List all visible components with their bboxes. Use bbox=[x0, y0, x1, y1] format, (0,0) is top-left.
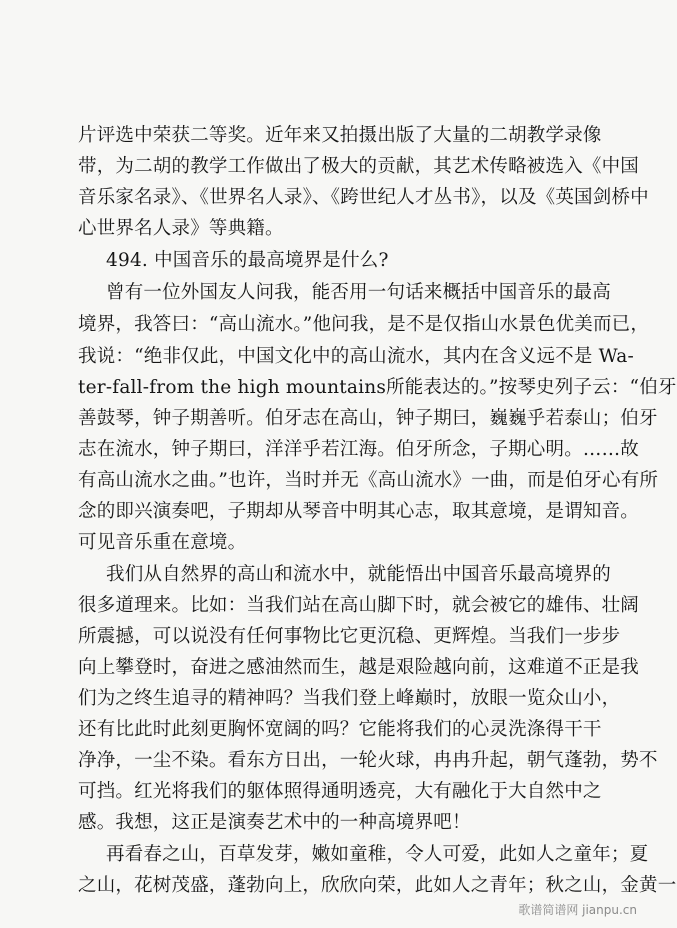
text-line: 很多道理来。比如：当我们站在高山脚下时，就会被它的雄伟、壮阔 bbox=[78, 595, 640, 616]
text-line: 们为之终生追寻的精神吗？当我们登上峰巅时，放眼一览众山小， bbox=[78, 688, 621, 709]
text-line: 所震撼，可以说没有任何事物比它更沉稳、更辉煌。当我们一步步 bbox=[78, 626, 621, 647]
text-line: 之山，花树茂盛，蓬勃向上，欣欣向荣，此如人之青年；秋之山，金黄一 bbox=[78, 875, 677, 896]
text-line: 可见音乐重在意境。 bbox=[78, 532, 247, 553]
text-line: ter-fall-from the high mountains所能表达的。”按琴史列子云：“伯牙 bbox=[78, 377, 677, 398]
watermark: 歌谱简谱网 jianpu.cn bbox=[518, 903, 637, 917]
text-line: 片评选中荣获二等奖。近年来又拍摄出版了大量的二胡教学录像 bbox=[78, 125, 602, 146]
text-line: 心世界名人录》等典籍。 bbox=[78, 218, 284, 239]
question-heading: 494. 中国音乐的最高境界是什么? bbox=[106, 250, 389, 271]
text-line: 向上攀登时，奋进之感油然而生，越是艰险越向前，这难道不正是我 bbox=[78, 657, 640, 678]
text-line: 曾有一位外国友人问我，能否用一句话来概括中国音乐的最高 bbox=[106, 282, 611, 303]
text-line: 我说：“绝非仅此，中国文化中的高山流水，其内在含义远不是 Wa- bbox=[78, 346, 634, 367]
text-line: 善鼓琴，钟子期善听。伯牙志在高山，钟子期曰，巍巍乎若泰山；伯牙 bbox=[78, 408, 658, 429]
text-line: 感。我想，这正是演奏艺术中的一种高境界吧！ bbox=[78, 812, 471, 833]
text-line: 带，为二胡的教学工作做出了极大的贡献，其艺术传略被选入《中国 bbox=[78, 156, 640, 177]
text-line: 志在流水，钟子期曰，洋洋乎若江海。伯牙所念，子期心明。……故 bbox=[78, 439, 640, 460]
text-line: 再看春之山，百草发芽，嫩如童稚，令人可爱，此如人之童年；夏 bbox=[106, 844, 649, 865]
text-line: 音乐家名录》、《世界名人录》、《跨世纪人才丛书》，以及《英国剑桥中 bbox=[78, 187, 649, 208]
text-line: 境界，我答曰：“高山流水。”他问我，是不是仅指山水景色优美而已， bbox=[78, 314, 650, 335]
text-line: 可挡。红光将我们的躯体照得通明透亮，大有融化于大自然中之 bbox=[78, 781, 602, 802]
text-line: 有高山流水之曲。”也许，当时并无《高山流水》一曲，而是伯牙心有所 bbox=[78, 470, 659, 491]
text-line: 我们从自然界的高山和流水中，就能悟出中国音乐最高境界的 bbox=[106, 564, 611, 585]
text-line: 念的即兴演奏吧，子期却从琴音中明其心志，取其意境，是谓知音。 bbox=[78, 501, 640, 522]
text-line: 还有比此时此刻更胸怀宽阔的吗？它能将我们的心灵洗涤得干干 bbox=[78, 719, 602, 740]
text-line: 净净，一尘不染。看东方日出，一轮火球，冉冉升起，朝气蓬勃，势不 bbox=[78, 750, 658, 771]
